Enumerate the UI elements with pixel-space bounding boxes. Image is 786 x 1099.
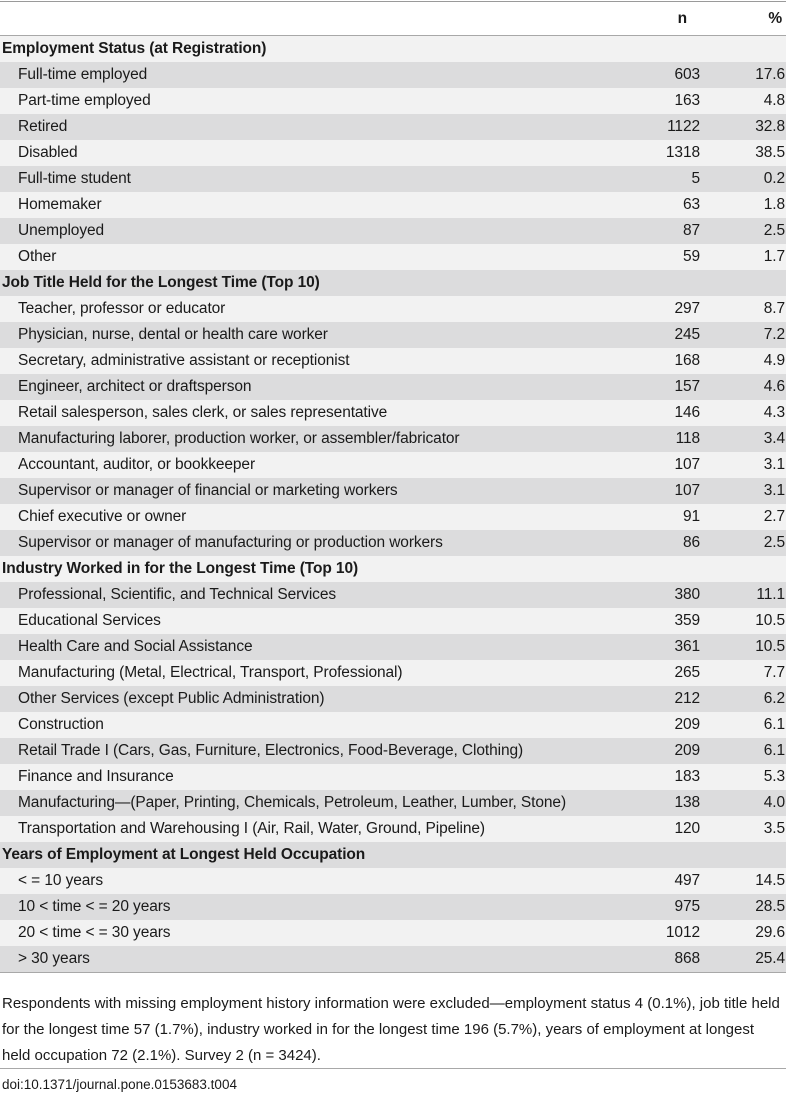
table-row (0, 712, 786, 738)
row-label: Retail Trade I (Cars, Gas, Furniture, Electronics, Food-Beverage, Clothing) (18, 742, 524, 759)
row-percent-value: 3.5 (763, 820, 785, 837)
table-row (0, 88, 786, 114)
row-label: Homemaker (18, 196, 102, 213)
column-header-percent: % (700, 2, 786, 36)
row-n-value: 1122 (667, 118, 700, 135)
row-label: Other Services (except Public Administration) (18, 690, 325, 707)
table-row (0, 790, 786, 816)
row-percent-value: 17.6 (755, 66, 785, 83)
row-n-value: 87 (682, 222, 700, 239)
row-percent-value: 7.7 (763, 664, 785, 681)
row-percent-value: 6.1 (763, 742, 785, 759)
table-row (0, 114, 786, 140)
row-label: < = 10 years (18, 872, 103, 889)
row-n-value: 209 (674, 742, 700, 759)
row-percent-value: 3.1 (763, 482, 785, 499)
table-row (0, 218, 786, 244)
row-percent-value: 14.5 (755, 872, 785, 889)
row-n-value: 163 (674, 92, 700, 109)
row-n-value: 168 (674, 352, 700, 369)
row-percent-value: 4.8 (763, 92, 785, 109)
column-header-n: n (620, 2, 700, 36)
table-row (0, 400, 786, 426)
row-n-value: 118 (675, 430, 700, 447)
row-label: Transportation and Warehousing I (Air, Rail, Water, Ground, Pipeline) (18, 820, 485, 837)
row-label: Disabled (18, 144, 78, 161)
row-label: Unemployed (18, 222, 105, 239)
table-row (0, 608, 786, 634)
table-row (0, 192, 786, 218)
row-n-value: 209 (674, 716, 700, 733)
table-row (0, 140, 786, 166)
table-row (0, 530, 786, 556)
row-n-value: 107 (674, 456, 700, 473)
row-label: Full-time student (18, 170, 131, 187)
row-percent-value: 25.4 (700, 946, 786, 973)
row-percent-value: 3.1 (763, 456, 785, 473)
row-label: 20 < time < = 30 years (18, 924, 171, 941)
row-label: Part-time employed (18, 92, 151, 109)
row-n-value: 138 (674, 794, 700, 811)
table-row (0, 166, 786, 192)
row-label: Supervisor or manager of manufacturing or production workers (18, 534, 443, 551)
table-row (0, 764, 786, 790)
row-n-value: 359 (674, 612, 700, 629)
row-percent-value: 4.3 (763, 404, 785, 421)
column-header-label (0, 2, 620, 36)
row-n-value: 497 (674, 872, 700, 889)
row-n-value: 1012 (665, 924, 700, 941)
section-header-row (0, 556, 786, 582)
row-n-value: 157 (674, 378, 700, 395)
table-row (0, 322, 786, 348)
row-percent-value: 7.2 (763, 326, 785, 343)
row-n-value: 603 (674, 66, 700, 83)
row-label: Full-time employed (18, 66, 148, 83)
section-title: Job Title Held for the Longest Time (Top 10) (2, 274, 320, 291)
section-title: Employment Status (at Registration) (2, 40, 267, 57)
row-label: Other (18, 248, 57, 265)
row-n-value: 63 (682, 196, 700, 213)
row-percent-value: 3.4 (763, 430, 785, 447)
row-percent-value: 8.7 (763, 300, 785, 317)
table-row (0, 868, 786, 894)
row-label: Health Care and Social Assistance (18, 638, 253, 655)
row-percent-value: 32.8 (755, 118, 785, 135)
row-percent-value: 2.7 (763, 508, 785, 525)
row-percent-value: 2.5 (763, 222, 785, 239)
row-label: Physician, nurse, dental or health care worker (18, 326, 328, 343)
row-n-value: 146 (674, 404, 700, 421)
table-body (0, 36, 786, 973)
row-n-value: 107 (674, 482, 700, 499)
row-label: Accountant, auditor, or bookkeeper (18, 456, 256, 473)
table-row (0, 426, 786, 452)
row-percent-value: 38.5 (755, 144, 785, 161)
doi-label: doi:10.1371/journal.pone.0153683.t004 (2, 1077, 237, 1092)
row-percent-value: 6.2 (763, 690, 785, 707)
row-n-value: 86 (682, 534, 700, 551)
row-n-value: 868 (620, 946, 700, 973)
row-n-value: 975 (674, 898, 700, 915)
row-label: Manufacturing (Metal, Electrical, Transport, Professional) (18, 664, 403, 681)
table-header-row (0, 2, 786, 36)
table-row (0, 582, 786, 608)
employment-history-table (0, 2, 786, 973)
row-label: Engineer, architect or draftsperson (18, 378, 252, 395)
row-label: Manufacturing—(Paper, Printing, Chemicals, Petroleum, Leather, Lumber, Stone) (18, 794, 566, 811)
row-n-value: 212 (674, 690, 700, 707)
table-row (0, 296, 786, 322)
footnote-rule (0, 1068, 786, 1069)
row-label: Construction (18, 716, 104, 733)
row-label: Secretary, administrative assistant or receptionist (18, 352, 350, 369)
row-n-value: 245 (674, 326, 700, 343)
row-n-value: 361 (674, 638, 700, 655)
section-header-row (0, 36, 786, 63)
table-row (0, 452, 786, 478)
table-row (0, 660, 786, 686)
row-n-value: 5 (691, 170, 700, 187)
section-header-row (0, 842, 786, 868)
row-label: Chief executive or owner (18, 508, 187, 525)
table-row (0, 348, 786, 374)
table-row (0, 816, 786, 842)
row-label: Professional, Scientific, and Technical Services (18, 586, 336, 603)
table-row (0, 946, 786, 973)
table-row (0, 738, 786, 764)
row-percent-value: 4.9 (763, 352, 785, 369)
section-header-row (0, 270, 786, 296)
row-n-value: 380 (674, 586, 700, 603)
row-percent-value: 10.5 (755, 638, 785, 655)
row-percent-value: 5.3 (763, 768, 785, 785)
row-label: Manufacturing laborer, production worker, or assembler/fabricator (18, 430, 460, 447)
row-percent-value: 4.6 (763, 378, 785, 395)
row-label: > 30 years (0, 946, 620, 973)
row-n-value: 59 (682, 248, 700, 265)
row-n-value: 297 (674, 300, 700, 317)
section-title: Industry Worked in for the Longest Time (Top 10) (2, 560, 359, 577)
row-label: 10 < time < = 20 years (18, 898, 171, 915)
row-label: Supervisor or manager of financial or marketing workers (18, 482, 398, 499)
row-percent-value: 0.2 (763, 170, 785, 187)
table-row (0, 686, 786, 712)
row-percent-value: 1.8 (763, 196, 785, 213)
table-row (0, 478, 786, 504)
section-title: Years of Employment at Longest Held Occupation (2, 846, 366, 863)
row-n-value: 91 (682, 508, 700, 525)
row-percent-value: 29.6 (755, 924, 785, 941)
row-n-value: 1318 (665, 144, 700, 161)
table-row (0, 634, 786, 660)
row-n-value: 265 (674, 664, 700, 681)
row-label: Retail salesperson, sales clerk, or sales representative (18, 404, 388, 421)
row-label: Retired (18, 118, 68, 135)
row-percent-value: 2.5 (763, 534, 785, 551)
table-footnote: Respondents with missing employment history information were excluded—employment status 4 (0.1%), job title held for the longest time 57 (1.7%), industry worked in for the longest time 196 (5.7%), years of employment at longest held occupation 72 (2.1%). Survey 2 (n = 3424). (2, 995, 780, 1064)
table-row (0, 244, 786, 270)
row-percent-value: 28.5 (755, 898, 785, 915)
table-row (0, 62, 786, 88)
table-row (0, 920, 786, 946)
row-label: Educational Services (18, 612, 161, 629)
row-percent-value: 6.1 (763, 716, 785, 733)
row-label: Teacher, professor or educator (18, 300, 226, 317)
table-row (0, 374, 786, 400)
table-row (0, 894, 786, 920)
row-percent-value: 10.5 (755, 612, 785, 629)
row-percent-value: 1.7 (763, 248, 785, 265)
row-label: Finance and Insurance (18, 768, 174, 785)
row-n-value: 183 (674, 768, 700, 785)
row-percent-value: 11.1 (756, 586, 785, 603)
table-row (0, 504, 786, 530)
row-n-value: 120 (674, 820, 700, 837)
row-percent-value: 4.0 (763, 794, 785, 811)
